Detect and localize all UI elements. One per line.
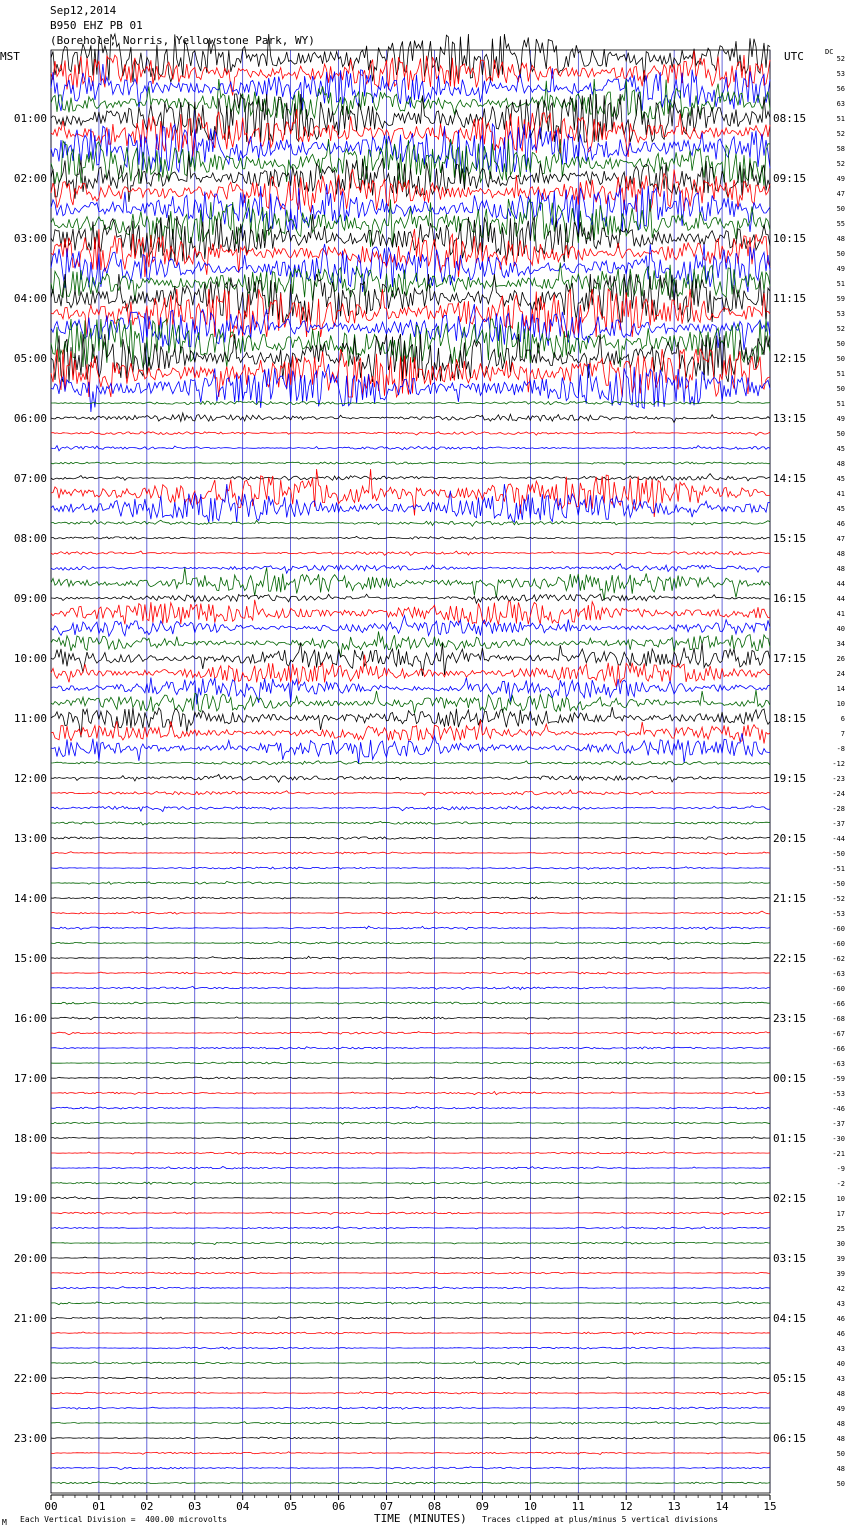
dc-offset-label: 45 [836, 475, 845, 483]
dc-offset-label: 51 [836, 280, 845, 288]
trace-line [51, 1106, 770, 1109]
dc-offset-label: 50 [836, 250, 845, 258]
mst-hour-label: 08:00 [13, 532, 47, 545]
dc-offset-label: -24 [832, 790, 845, 798]
dc-offset-label: -44 [832, 835, 845, 843]
mst-hour-label: 15:00 [13, 952, 47, 965]
trace-line [51, 1257, 770, 1259]
dc-offset-label: -63 [832, 970, 845, 978]
trace-group [51, 34, 770, 1484]
x-tick-label: 09 [475, 1500, 490, 1513]
dc-offset-label: 39 [836, 1255, 845, 1263]
dc-label: DC [825, 48, 834, 56]
dc-offset-label: 53 [836, 70, 845, 78]
utc-hour-label: 03:15 [773, 1252, 807, 1265]
dc-offset-label: -62 [832, 955, 845, 963]
dc-offset-label: 45 [836, 505, 845, 513]
scale-note: Each Vertical Division = 400.00 microvolts [20, 1515, 228, 1524]
mst-hour-label: 11:00 [13, 712, 47, 725]
x-tick-label: 02 [140, 1500, 154, 1513]
dc-offset-label: 10 [836, 700, 845, 708]
trace-line [51, 564, 770, 574]
dc-offset-label: 49 [836, 175, 845, 183]
dc-offset-label: 25 [836, 1225, 845, 1233]
x-tick-label: 10 [523, 1500, 537, 1513]
dc-offset-label: 50 [836, 1480, 845, 1488]
dc-offset-label: 58 [836, 145, 845, 153]
mst-hour-label: 04:00 [13, 292, 47, 305]
trace-line [51, 1407, 770, 1409]
trace-line [51, 956, 770, 959]
trace-line [51, 462, 770, 465]
dc-offset-label: 44 [836, 580, 845, 588]
dc-offset-label: 6 [840, 715, 845, 723]
dc-offset-label: 34 [836, 640, 845, 648]
trace-line [51, 806, 770, 812]
dc-offset-label: 63 [836, 100, 845, 108]
mst-hour-label: 20:00 [13, 1252, 47, 1265]
x-tick-label: 05 [284, 1500, 298, 1513]
dc-offset-label: 7 [840, 730, 845, 738]
x-tick-label: 11 [571, 1500, 585, 1513]
dc-offset-label: -67 [832, 1030, 845, 1038]
dc-offset-label: 51 [836, 370, 845, 378]
mst-hour-label: 05:00 [13, 352, 47, 365]
utc-hour-label: 11:15 [773, 292, 807, 305]
x-axis [44, 1495, 776, 1513]
dc-offset-label: 56 [836, 85, 845, 93]
mst-hour-labels [14, 112, 47, 1445]
clip-note: Traces clipped at plus/minus 5 vertical divisions [482, 1515, 719, 1524]
dc-offset-label: -52 [832, 895, 845, 903]
trace-line [51, 837, 770, 839]
dc-offset-label: -50 [832, 850, 845, 858]
trace-line [51, 1212, 770, 1215]
dc-offset-label: 52 [836, 160, 845, 168]
trace-line [51, 1362, 770, 1365]
trace-line [51, 474, 770, 481]
dc-offset-label: 44 [836, 595, 845, 603]
utc-hour-label: 13:15 [773, 412, 807, 425]
dc-offset-label: 24 [836, 670, 845, 678]
trace-line [51, 942, 770, 944]
dc-offset-label: -46 [832, 1105, 845, 1113]
mst-hour-label: 09:00 [13, 592, 47, 605]
x-tick-label: 01 [92, 1500, 106, 1513]
dc-offset-label: 48 [836, 1435, 845, 1443]
station-code: B950 EHZ PB 01 [50, 19, 143, 32]
mst-hour-label: 03:00 [13, 232, 47, 245]
dc-offset-label: 30 [836, 1240, 845, 1248]
utc-hour-label: 19:15 [773, 772, 807, 785]
dc-offset-label: -28 [832, 805, 845, 813]
trace-line [51, 1287, 770, 1289]
utc-hour-label: 20:15 [773, 832, 807, 845]
trace-line [51, 1302, 770, 1305]
utc-hour-label: 04:15 [773, 1312, 807, 1325]
utc-hour-label: 17:15 [773, 652, 807, 665]
trace-line [51, 897, 770, 900]
trace-line [51, 1047, 770, 1049]
trace-line [51, 1182, 770, 1185]
trace-line [51, 720, 770, 744]
trace-line [51, 536, 770, 539]
dc-offset-label: 50 [836, 385, 845, 393]
dc-offset-label: 43 [836, 1375, 845, 1383]
dc-offset-label: -51 [832, 865, 845, 873]
trace-line [51, 707, 770, 737]
mst-hour-label: 22:00 [13, 1372, 47, 1385]
dc-offset-label: -60 [832, 985, 845, 993]
dc-offset-label: 51 [836, 400, 845, 408]
x-tick-label: 04 [236, 1500, 250, 1513]
trace-line [51, 1317, 770, 1319]
x-tick-label: 13 [667, 1500, 681, 1513]
dc-offset-label: 26 [836, 655, 845, 663]
trace-line [51, 1002, 770, 1004]
dc-offset-label: -63 [832, 1060, 845, 1068]
dc-offset-label: 50 [836, 1450, 845, 1458]
dc-offset-label: -60 [832, 925, 845, 933]
trace-line [51, 1197, 770, 1199]
trace-line [51, 852, 770, 855]
utc-hour-label: 01:15 [773, 1132, 807, 1145]
x-tick-label: 07 [379, 1500, 394, 1513]
trace-line [51, 790, 770, 795]
trace-line [51, 926, 770, 930]
trace-line [51, 551, 770, 555]
utc-hour-label: 21:15 [773, 892, 807, 905]
x-tick-label: 12 [619, 1500, 633, 1513]
dc-offset-label: 43 [836, 1300, 845, 1308]
dc-offset-label: 52 [836, 130, 845, 138]
dc-offset-label: 49 [836, 1405, 845, 1413]
x-axis-title: TIME (MINUTES) [374, 1512, 467, 1525]
utc-hour-label: 08:15 [773, 112, 807, 125]
utc-hour-labels [773, 112, 806, 1445]
trace-line [51, 413, 770, 423]
trace-line [51, 1242, 770, 1244]
trace-line [51, 1422, 770, 1425]
dc-offset-label: 46 [836, 520, 845, 528]
trace-line [51, 867, 770, 870]
chart-date: Sep12,2014 [50, 4, 117, 17]
dc-offset-label: -21 [832, 1150, 845, 1158]
trace-line [51, 1392, 770, 1395]
x-tick-label: 08 [427, 1500, 442, 1513]
trace-line [51, 1452, 770, 1455]
trace-line [51, 774, 770, 782]
mst-hour-label: 01:00 [13, 112, 47, 125]
utc-hour-label: 14:15 [773, 472, 807, 485]
mst-hour-label: 06:00 [13, 412, 47, 425]
dc-offset-label: 52 [836, 325, 845, 333]
mst-hour-label: 13:00 [13, 832, 47, 845]
mst-hour-label: 02:00 [13, 172, 47, 185]
dc-offset-label: 14 [836, 685, 845, 693]
trace-line [51, 1077, 770, 1079]
trace-line [51, 446, 770, 451]
trace-line [51, 1272, 770, 1274]
trace-line [51, 1092, 770, 1095]
trace-line [51, 79, 770, 119]
utc-hour-label: 12:15 [773, 352, 807, 365]
utc-hour-label: 18:15 [773, 712, 807, 725]
dc-offset-label: 47 [836, 535, 845, 543]
dc-offset-label: -60 [832, 940, 845, 948]
mst-hour-label: 10:00 [13, 652, 47, 665]
dc-offset-label: 50 [836, 430, 845, 438]
dc-offset-label: 48 [836, 235, 845, 243]
dc-offset-label: 48 [836, 1465, 845, 1473]
trace-line [51, 432, 770, 436]
dc-offset-label: -2 [836, 1180, 845, 1188]
trace-line [51, 761, 770, 765]
dc-offset-label: -68 [832, 1015, 845, 1023]
trace-line [51, 1167, 770, 1169]
trace-line [51, 1347, 770, 1349]
plot-frame [51, 50, 770, 1493]
dc-offset-label: 48 [836, 460, 845, 468]
dc-offset-label: 48 [836, 1390, 845, 1398]
trace-line [51, 94, 770, 142]
dc-offset-label: -53 [832, 910, 845, 918]
dc-offset-label: 47 [836, 190, 845, 198]
dc-offset-label: -66 [832, 1000, 845, 1008]
mst-axis-label: MST [0, 50, 20, 63]
dc-offset-label: -12 [832, 760, 845, 768]
utc-hour-label: 22:15 [773, 952, 807, 965]
dc-offset-label: -30 [832, 1135, 845, 1143]
dc-offset-label: 39 [836, 1270, 845, 1278]
dc-offset-label: 48 [836, 550, 845, 558]
dc-offset-label: -59 [832, 1075, 845, 1083]
dc-offset-label: 48 [836, 565, 845, 573]
utc-hour-label: 16:15 [773, 592, 807, 605]
trace-line [51, 1032, 770, 1035]
dc-offset-labels [832, 55, 845, 1488]
trace-line [51, 600, 770, 625]
utc-hour-label: 23:15 [773, 1012, 807, 1025]
mst-hour-label: 14:00 [13, 892, 47, 905]
trace-line [51, 881, 770, 884]
trace-line [51, 1377, 770, 1379]
mst-hour-label: 16:00 [13, 1012, 47, 1025]
trace-line [51, 1227, 770, 1229]
trace-line [51, 1017, 770, 1020]
mst-hour-label: 19:00 [13, 1192, 47, 1205]
dc-offset-label: 10 [836, 1195, 845, 1203]
x-tick-label: 06 [331, 1500, 346, 1513]
utc-hour-label: 05:15 [773, 1372, 807, 1385]
station-location: (Borehole, Norris, Yellowstone Park, WY) [50, 34, 315, 47]
utc-hour-label: 15:15 [773, 532, 807, 545]
utc-hour-label: 00:15 [773, 1072, 807, 1085]
dc-offset-label: -66 [832, 1045, 845, 1053]
trace-line [51, 594, 770, 603]
dc-offset-label: 43 [836, 1345, 845, 1353]
utc-axis-label: UTC [784, 50, 804, 63]
grid [51, 50, 770, 1493]
dc-offset-label: -53 [832, 1090, 845, 1098]
trace-line [51, 349, 770, 397]
dc-offset-label: 41 [836, 610, 845, 618]
dc-offset-label: 40 [836, 625, 845, 633]
trace-line [51, 1137, 770, 1139]
trace-line [51, 986, 770, 989]
dc-offset-label: 52 [836, 55, 845, 63]
dc-offset-label: 50 [836, 355, 845, 363]
dc-offset-label: 40 [836, 1360, 845, 1368]
utc-hour-label: 02:15 [773, 1192, 807, 1205]
trace-line [51, 1122, 770, 1124]
trace-line [51, 972, 770, 974]
trace-line [51, 631, 770, 657]
dc-offset-label: 46 [836, 1315, 845, 1323]
utc-hour-label: 06:15 [773, 1432, 807, 1445]
corner-mark: M [2, 1518, 7, 1527]
dc-offset-label: -37 [832, 1120, 845, 1128]
trace-line [51, 1152, 770, 1154]
dc-offset-label: -37 [832, 820, 845, 828]
trace-line [51, 1332, 770, 1335]
dc-offset-label: 49 [836, 415, 845, 423]
dc-offset-label: 46 [836, 1330, 845, 1338]
mst-hour-label: 21:00 [13, 1312, 47, 1325]
x-tick-label: 00 [44, 1500, 58, 1513]
trace-line [51, 567, 770, 600]
dc-offset-label: 49 [836, 265, 845, 273]
dc-offset-label: 50 [836, 340, 845, 348]
dc-offset-label: 45 [836, 445, 845, 453]
dc-offset-label: 51 [836, 115, 845, 123]
trace-line [51, 1482, 770, 1484]
dc-offset-label: -9 [836, 1165, 845, 1173]
trace-line [51, 1062, 770, 1064]
trace-line [51, 520, 770, 526]
dc-offset-label: 17 [836, 1210, 845, 1218]
mst-hour-label: 17:00 [13, 1072, 47, 1085]
trace-line [51, 616, 770, 637]
x-tick-label: 03 [188, 1500, 202, 1513]
mst-hour-label: 12:00 [13, 772, 47, 785]
trace-line [51, 1467, 770, 1470]
utc-hour-label: 10:15 [773, 232, 807, 245]
x-tick-label: 15 [763, 1500, 777, 1513]
dc-offset-label: 50 [836, 205, 845, 213]
trace-line [51, 821, 770, 825]
dc-offset-label: 48 [836, 1420, 845, 1428]
trace-line [51, 401, 770, 405]
mst-hour-label: 23:00 [13, 1432, 47, 1445]
dc-offset-label: -23 [832, 775, 845, 783]
utc-hour-label: 09:15 [773, 172, 807, 185]
dc-offset-label: 59 [836, 295, 845, 303]
trace-line [51, 1437, 770, 1439]
mst-hour-label: 18:00 [13, 1132, 47, 1145]
trace-line [51, 911, 770, 914]
dc-offset-label: 55 [836, 220, 845, 228]
dc-offset-label: 42 [836, 1285, 845, 1293]
x-tick-label: 14 [715, 1500, 729, 1513]
dc-offset-label: 53 [836, 310, 845, 318]
dc-offset-label: 41 [836, 490, 845, 498]
dc-offset-label: -8 [836, 745, 845, 753]
dc-offset-label: -50 [832, 880, 845, 888]
trace-line [51, 690, 770, 713]
mst-hour-label: 07:00 [13, 472, 47, 485]
